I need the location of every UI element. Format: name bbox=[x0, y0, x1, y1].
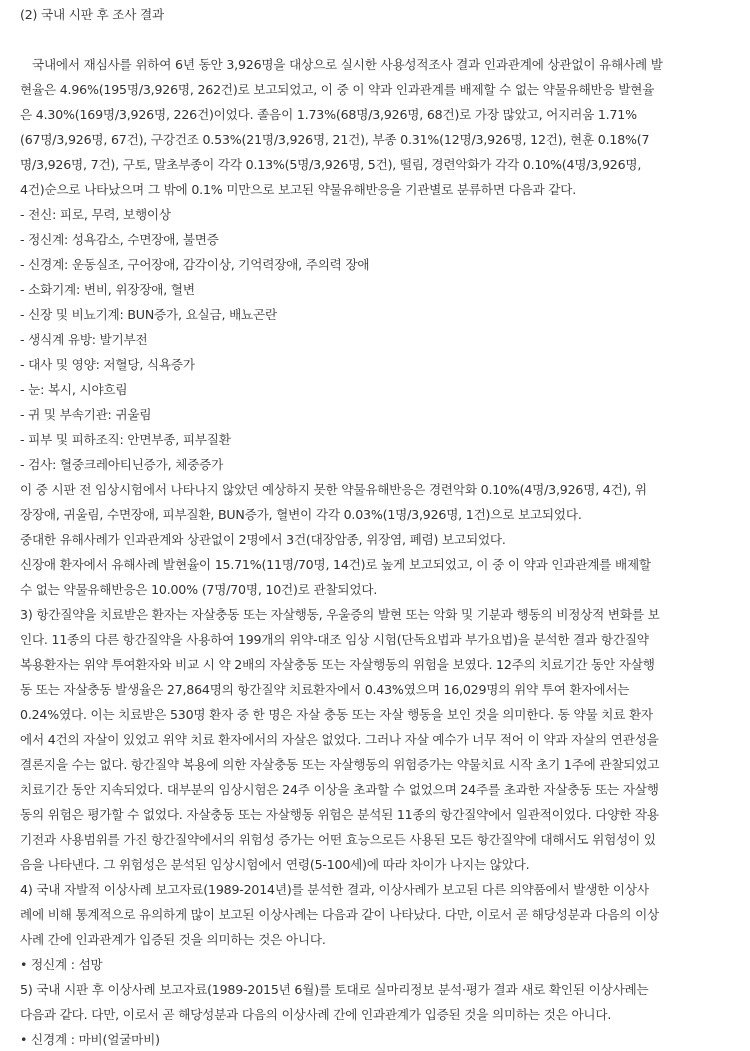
para1-line: 4건)순으로 나타났으며 그 밖에 0.1% 미만으로 보고된 약물유해반응을 기관별로 분류하면 다음과 같다. bbox=[20, 182, 577, 197]
para3-line: 음을 나타낸다. 그 위험성은 분석된 임상시험에서 연령(5-100세)에 따라 차이가 나지는 않았다. bbox=[20, 857, 530, 872]
organ-list-item: - 신경계: 운동실조, 구어장애, 감각이상, 기억력장애, 주의력 장애 bbox=[20, 257, 370, 272]
para5-line: 다음과 같다. 다만, 이로서 곧 해당성분과 다음의 이상사례 간에 인과관계가 입증된 것을 의미하는 것은 아니다. bbox=[20, 1007, 612, 1022]
para4-line: 사례 간에 인과관계가 입증된 것을 의미하는 것은 아니다. bbox=[20, 932, 326, 947]
para1-line: 은 4.30%(169명/3,926명, 226건)이었다. 졸음이 1.73%(68명/3,926명, 68건)로 가장 많았고, 어지러움 1.71% bbox=[20, 107, 637, 122]
bullet-psychiatric: • 정신계 : 섬망 bbox=[20, 957, 103, 972]
organ-list-item: - 눈: 복시, 시야흐림 bbox=[20, 382, 128, 397]
para2-line: 장장애, 귀울림, 수면장애, 피부질환, BUN증가, 혈변이 각각 0.03%(1명/3,926명, 1건)으로 보고되었다. bbox=[20, 507, 582, 522]
para2-line: 중대한 유해사례가 인과관계와 상관없이 2명에서 3건(대장암종, 위장염, 폐렴) 보고되었다. bbox=[20, 532, 506, 547]
para3-line: 에서 4건의 자살이 있었고 위약 치료 환자에서의 자살은 없었다. 그러나 자살 예수가 너무 적어 이 약과 자살의 연관성을 bbox=[20, 732, 659, 747]
organ-list-item: - 대사 및 영양: 저혈당, 식욕증가 bbox=[20, 357, 195, 372]
para5-line: 5) 국내 시판 후 이상사례 보고자료(1989-2015년 6월)를 토대로 실마리정보 분석·평가 결과 새로 확인된 이상사례는 bbox=[20, 982, 649, 997]
para2-line: 수 없는 약물유해반응은 10.00% (7명/70명, 10건)로 관찰되었다. bbox=[20, 582, 378, 597]
organ-list-item: - 정신계: 성욕감소, 수면장애, 불면증 bbox=[20, 232, 219, 247]
para1-line: 현율은 4.96%(195명/3,926명, 262건)로 보고되었고, 이 중 이 약과 인과관계를 배제할 수 없는 약물유해반응 발현율 bbox=[20, 82, 655, 97]
bullet-neurologic: • 신경계 : 마비(얼굴마비) bbox=[20, 1032, 160, 1047]
para3-line: 0.24%였다. 이는 치료받은 530명 환자 중 한 명은 자살 충동 또는 자살 행동을 보인 것을 의미한다. 동 약물 치료 환자 bbox=[20, 707, 653, 722]
para3-line: 결론지을 수는 없다. 항간질약 복용에 의한 자살충동 또는 자살행동의 위험증가는 약물치료 시작 초기 1주에 관찰되었고 bbox=[20, 757, 660, 772]
para2-line: 이 중 시판 전 임상시험에서 나타나지 않았던 예상하지 못한 약물유해반응은 경련악화 0.10%(4명/3,926명, 4건), 위 bbox=[20, 482, 647, 497]
para4-line: 4) 국내 자발적 이상사례 보고자료(1989-2014년)를 분석한 결과, 이상사례가 보고된 다른 의약품에서 발생한 이상사 bbox=[20, 882, 649, 897]
para3-line: 인다. 11종의 다른 항간질약을 사용하여 199개의 위약-대조 임상 시험(단독요법과 부가요법)을 분석한 결과 항간질약 bbox=[20, 632, 649, 647]
para3-line: 치료기간 동안 지속되었다. 대부분의 임상시험은 24주 이상을 초과할 수 없었으며 24주를 초과한 자살충동 또는 자살행 bbox=[20, 782, 659, 797]
para3-line: 기전과 사용범위를 가진 항간질약에서의 위험성 증가는 어떤 효능으로든 사용된 모든 항간질약에 대해서도 위험성이 있 bbox=[20, 832, 656, 847]
organ-list-item: - 귀 및 부속기관: 귀울림 bbox=[20, 407, 152, 422]
organ-list-item: - 피부 및 피하조직: 안면부종, 피부질환 bbox=[20, 432, 231, 447]
para1-line: 명/3,926명, 7건), 구토, 말초부종이 각각 0.13%(5명/3,926명, 5건), 떨림, 경련악화가 각각 0.10%(4명/3,926명, bbox=[20, 157, 642, 172]
organ-list-item: - 생식계 유방: 발기부전 bbox=[20, 332, 148, 347]
para2-line: 신장애 환자에서 유해사례 발현율이 15.71%(11명/70명, 14건)로 높게 보고되었고, 이 중 이 약과 인과관계를 배제할 bbox=[20, 557, 651, 572]
para1-line: 국내에서 재심사를 위하여 6년 동안 3,926명을 대상으로 실시한 사용성적조사 결과 인과관계에 상관없이 유해사례 발 bbox=[32, 57, 663, 72]
para3-line: 3) 항간질약을 치료받은 환자는 자살충동 또는 자살행동, 우울증의 발현 또는 악화 및 기분과 행동의 비정상적 변화를 보 bbox=[20, 607, 660, 622]
organ-list-item: - 신장 및 비뇨기계: BUN증가, 요실금, 배뇨곤란 bbox=[20, 307, 277, 322]
organ-list-item: - 전신: 피로, 무력, 보행이상 bbox=[20, 207, 171, 222]
para3-line: 동 또는 자살충동 발생율은 27,864명의 항간질약 치료환자에서 0.43%였으며 16,029명의 위약 투여 환자에서는 bbox=[20, 682, 630, 697]
para4-line: 례에 비해 통계적으로 유의하게 많이 보고된 이상사례는 다음과 같이 나타났다. 다만, 이로서 곧 해당성분과 다음의 이상 bbox=[20, 907, 660, 922]
para3-line: 복용환자는 위약 투여환자와 비교 시 약 2배의 자살충동 또는 자살행동의 위험을 보였다. 12주의 치료기간 동안 자살행 bbox=[20, 657, 655, 672]
para3-line: 동의 위험은 평가할 수 없었다. 자살충동 또는 자살행동 위험은 분석된 11종의 항간질약에서 일관적이었다. 다양한 작용 bbox=[20, 807, 659, 822]
para1-line: (67명/3,926명, 67건), 구강건조 0.53%(21명/3,926명, 21건), 부종 0.31%(12명/3,926명, 12건), 현훈 0.18%(7 bbox=[20, 132, 650, 147]
organ-list-item: - 검사: 혈중크레아티닌증가, 체중증가 bbox=[20, 457, 224, 472]
organ-list-item: - 소화기계: 변비, 위장장애, 혈변 bbox=[20, 282, 195, 297]
section-title: (2) 국내 시판 후 조사 결과 bbox=[20, 7, 164, 22]
